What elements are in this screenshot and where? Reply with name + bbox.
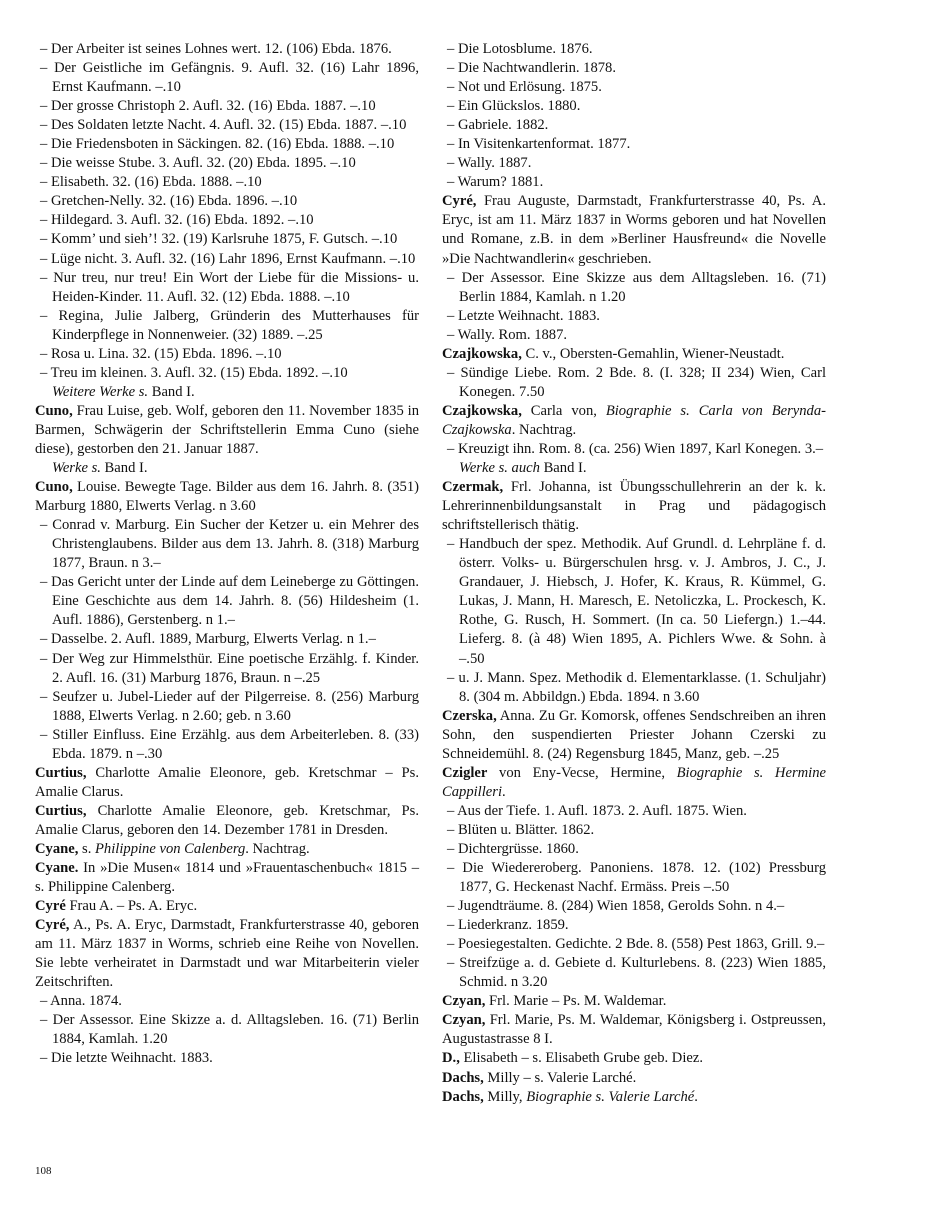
author-details-end: . xyxy=(694,1088,698,1105)
work-entry: – Der Weg zur Himmelsthür. Eine poetische Erzählg. f. Kinder. 2. Aufl. 16. (31) Marburg 1876, Braun. n –.25 xyxy=(40,650,419,686)
author-reference: Biographie s. Valerie Larché xyxy=(526,1088,695,1105)
work-entry: – Regina, Julie Jalberg, Gründerin des Mutterhauses für Kinderpflege in Nonnenweier. (32) 1889. –.25 xyxy=(40,307,419,343)
author-name: Czajkowska, xyxy=(442,345,522,362)
work-entry: – Des Soldaten letzte Nacht. 4. Aufl. 32. (15) Ebda. 1887. –.10 xyxy=(40,117,407,134)
author-details: Charlotte Amalie Eleonore, geb. Kretschmar – Ps. Amalie Clarus. xyxy=(35,764,419,800)
work-entry: – Handbuch der spez. Methodik. Auf Grundl. d. Lehrpläne f. d. österr. Volks- u. Bürgerschulen hrsg. v. J. Ambros, J. C., J. Grandauer, J. Hiebsch, J. Hofer, K. Kraus, R. Kümmel, G. Lukas, J. Mann, H. Maresch, E. Netoliczka, L. Prockesch, K. Rothe, G. Rusch, H. Sommert. (In ca. 50 Liefergn.) 1.–44. Lieferg. 8. (à 48) Wien 1895, A. Pichlers Wwe. & Sohn. à –.50 xyxy=(447,536,826,667)
work-entry: – Das Gericht unter der Linde auf dem Leineberge zu Göttingen. Eine Geschichte aus dem 14. Jahrh. 8. (56) Hildesheim (1. Aufl. 1886), Gerstenberg. n 1.– xyxy=(40,574,419,629)
author-name: Cyane. xyxy=(35,860,79,877)
work-entry: – Treu im kleinen. 3. Aufl. 32. (15) Ebda. 1892. –.10 xyxy=(40,364,348,381)
note-italic-text: Werke s. xyxy=(52,460,101,477)
author-entry xyxy=(442,345,826,364)
author-details-end: . Nachtrag. xyxy=(245,840,310,857)
author-name: Czyan, xyxy=(442,993,486,1010)
work-entry: – Die letzte Weihnacht. 1883. xyxy=(40,1050,213,1067)
author-entry xyxy=(442,707,826,764)
author-name: Cuno, xyxy=(35,479,73,496)
author-details: Frl. Marie – Ps. M. Waldemar. xyxy=(485,993,667,1010)
author-details: Frau Auguste, Darmstadt, Frankfurterstrasse 40, Ps. A. Eryc, ist am 11. März 1837 in Worms geboren und hat Novellen und Romane, z.B. in dem »Berliner Hausfreund« die Novelle »Die Nachtwandlerin« geschrieben. xyxy=(442,193,826,267)
author-name: Cyré xyxy=(35,898,66,915)
author-details: Frl. Johanna, ist Übungsschullehrerin an der k. k. Lehrerinnenbildungsanstalt in Prag und pädagogisch schriftstellerisch thätig. xyxy=(442,479,826,534)
work-entry: – Ein Glückslos. 1880. xyxy=(447,98,581,115)
work-entry: – Dichtergrüsse. 1860. xyxy=(447,840,579,857)
author-name: Cyré, xyxy=(442,193,477,210)
work-entry: – Anna. 1874. xyxy=(40,993,122,1010)
work-entry: – Gretchen-Nelly. 32. (16) Ebda. 1896. –.10 xyxy=(40,193,298,210)
author-entry xyxy=(35,916,419,992)
author-details: A., Ps. A. Eryc, Darmstadt, Frankfurterstrasse 40, geboren am 11. März 1837 in Worms, schrieb eine Reihe von Novellen. Sie lebte verheiratet in Darmstadt und war Mitarbeiterin vieler Zeitschriften. xyxy=(35,917,419,991)
cross-reference-note xyxy=(35,383,419,402)
author-details: Frau Luise, geb. Wolf, geboren den 11. November 1835 in Barmen, Schwägerin der Schriftstellerin Emma Cuno (siehe diese), gestorben den 21. Januar 1887. xyxy=(35,402,419,457)
work-entry: – Die Lotosblume. 1876. xyxy=(447,41,593,57)
left-column xyxy=(35,40,419,1069)
author-entry xyxy=(442,1069,826,1088)
work-entry: – Aus der Tiefe. 1. Aufl. 1873. 2. Aufl. 1875. Wien. xyxy=(447,802,747,819)
work-entry: – Der Geistliche im Gefängnis. 9. Aufl. 32. (16) Lahr 1896, Ernst Kaufmann. –.10 xyxy=(40,60,419,96)
work-entry: – Der Assessor. Eine Skizze aus dem Alltagsleben. 16. (71) Berlin 1884, Kamlah. n 1.20 xyxy=(447,269,826,305)
author-details: C. v., Obersten-Gemahlin, Wiener-Neustadt. xyxy=(521,345,785,362)
work-entry: – Gabriele. 1882. xyxy=(447,117,549,134)
author-entry xyxy=(35,402,419,459)
cross-reference-note xyxy=(35,459,419,478)
work-entry: – Die Wiedereroberg. Panoniens. 1878. 12. (102) Pressburg 1877, G. Heckenast Nachf. Ermäss. Preis –.50 xyxy=(447,860,826,896)
author-entry xyxy=(442,402,826,440)
author-entry xyxy=(35,859,419,897)
work-entry: – Die weisse Stube. 3. Aufl. 32. (20) Ebda. 1895. –.10 xyxy=(40,155,356,172)
author-name: Dachs, xyxy=(442,1088,484,1105)
work-entry: – Wally. 1887. xyxy=(447,155,532,172)
author-details: Anna. Zu Gr. Komorsk, offenes Sendschreiben an ihren Sohn, den suspendierten Priester Johann Czerski zu Schneidemühl. 8. (24) Regensburg 1845, Manz, geb. –.25 xyxy=(442,707,826,762)
note-plain-text: Band I. xyxy=(100,460,148,477)
work-entry: – Sündige Liebe. Rom. 2 Bde. 8. (I. 328; II 234) Wien, Carl Konegen. 7.50 xyxy=(447,364,826,400)
author-name: Czigler xyxy=(442,764,488,781)
work-entry: – Warum? 1881. xyxy=(447,174,544,191)
author-entry xyxy=(442,478,826,535)
author-name: Cuno, xyxy=(35,402,73,419)
work-entry: – Der Arbeiter ist seines Lohnes wert. 12. (106) Ebda. 1876. xyxy=(40,41,392,57)
work-entry: – Elisabeth. 32. (16) Ebda. 1888. –.10 xyxy=(40,174,262,191)
work-entry: – Die Nachtwandlerin. 1878. xyxy=(447,60,616,77)
author-name: Dachs, xyxy=(442,1069,484,1086)
author-name: Curtius, xyxy=(35,802,87,819)
author-reference: Biographie s. Carla von Berynda-Czajkowska xyxy=(442,402,826,438)
work-entry: – In Visitenkartenformat. 1877. xyxy=(447,136,631,153)
author-details: In »Die Musen« 1814 und »Frauentaschenbuch« 1815 – s. Philippine Calenberg. xyxy=(35,860,419,896)
work-entry: – u. J. Mann. Spez. Methodik d. Elementarklasse. (1. Schuljahr) 8. (304 m. Abbildgn.) Ebda. 1894. n 3.60 xyxy=(447,669,826,705)
author-name: Curtius, xyxy=(35,764,87,781)
author-entry xyxy=(35,764,419,802)
author-entry xyxy=(35,840,419,859)
author-name: Cyré, xyxy=(35,917,70,934)
author-name: D., xyxy=(442,1050,460,1067)
work-entry: – Dasselbe. 2. Aufl. 1889, Marburg, Elwerts Verlag. n 1.– xyxy=(40,631,376,648)
author-details: Charlotte Amalie Eleonore, geb. Kretschmar, Ps. Amalie Clarus, geboren den 14. Dezember 1781 in Dresden. xyxy=(35,802,419,838)
author-entry xyxy=(442,992,826,1011)
author-name: Czermak, xyxy=(442,479,504,496)
author-details: Milly, xyxy=(483,1088,527,1105)
author-details: Louise. Bewegte Tage. Bilder aus dem 16. Jahrh. 8. (351) Marburg 1880, Elwerts Verlag. n 3.60 xyxy=(35,479,419,515)
author-name: Czyan, xyxy=(442,1012,486,1029)
work-entry: – Seufzer u. Jubel-Lieder auf der Pilgerreise. 8. (256) Marburg 1888, Elwerts Verlag. n 2.60; geb. n 3.60 xyxy=(40,688,419,724)
work-entry: – Blüten u. Blätter. 1862. xyxy=(447,821,595,838)
work-entry: – Der grosse Christoph 2. Aufl. 32. (16) Ebda. 1887. –.10 xyxy=(40,98,376,115)
author-details: von Eny-Vecse, Hermine, xyxy=(487,764,677,781)
author-details-end: . xyxy=(502,783,506,800)
note-italic-text: Werke s. auch xyxy=(459,460,540,477)
author-name: Czajkowska, xyxy=(442,402,522,419)
author-entry xyxy=(442,764,826,802)
author-details: Frau A. – Ps. A. Eryc. xyxy=(65,898,198,915)
work-entry: – Lüge nicht. 3. Aufl. 32. (16) Lahr 1896, Ernst Kaufmann. –.10 xyxy=(40,250,416,267)
note-plain-text: Band I. xyxy=(148,383,195,400)
work-entry: – Liederkranz. 1859. xyxy=(447,917,569,934)
author-name: Czerska, xyxy=(442,707,497,724)
note-plain-text: Band I. xyxy=(539,460,587,477)
author-details: s. xyxy=(78,840,96,857)
work-entry: – Streifzüge a. d. Gebiete d. Kulturlebens. 8. (223) Wien 1885, Schmid. n 3.20 xyxy=(447,955,826,991)
right-column xyxy=(442,40,826,1107)
author-details: Milly – s. Valerie Larché. xyxy=(483,1069,637,1086)
author-entry xyxy=(442,1088,826,1107)
author-details-end: . Nachtrag. xyxy=(511,421,577,438)
author-entry xyxy=(442,1049,826,1068)
author-entry xyxy=(35,802,419,840)
work-entry: – Poesiegestalten. Gedichte. 2 Bde. 8. (558) Pest 1863, Grill. 9.– xyxy=(447,936,825,953)
work-entry: – Komm’ und sieh’! 32. (19) Karlsruhe 1875, F. Gutsch. –.10 xyxy=(40,231,398,248)
work-entry: – Kreuzigt ihn. Rom. 8. (ca. 256) Wien 1897, Karl Konegen. 3.– xyxy=(447,440,824,457)
work-entry: – Rosa u. Lina. 32. (15) Ebda. 1896. –.10 xyxy=(40,345,282,362)
work-entry: – Wally. Rom. 1887. xyxy=(447,326,568,343)
author-entry xyxy=(35,897,419,916)
author-details: Frl. Marie, Ps. M. Waldemar, Königsberg i. Ostpreussen, Augustastrasse 8 I. xyxy=(442,1012,826,1048)
cross-reference-note xyxy=(442,459,826,478)
work-entry: – Stiller Einfluss. Eine Erzählg. aus dem Arbeiterleben. 8. (33) Ebda. 1879. n –.30 xyxy=(40,726,419,762)
work-entry: – Die Friedensboten in Säckingen. 82. (16) Ebda. 1888. –.10 xyxy=(40,136,395,153)
author-entry xyxy=(35,478,419,516)
work-entry: – Hildegard. 3. Aufl. 32. (16) Ebda. 1892. –.10 xyxy=(40,212,314,229)
author-entry xyxy=(442,1011,826,1049)
author-reference: Biographie s. Hermine Cappilleri xyxy=(442,764,826,800)
author-details: Carla von, xyxy=(521,402,606,419)
author-details: Elisabeth – s. Elisabeth Grube geb. Diez. xyxy=(459,1050,704,1067)
work-entry: – Der Assessor. Eine Skizze a. d. Alltagsleben. 16. (71) Berlin 1884, Kamlah. 1.20 xyxy=(40,1012,419,1048)
work-entry: – Not und Erlösung. 1875. xyxy=(447,79,602,96)
work-entry: – Jugendträume. 8. (284) Wien 1858, Gerolds Sohn. n 4.– xyxy=(447,898,785,915)
author-name: Cyane, xyxy=(35,840,79,857)
work-entry: – Conrad v. Marburg. Ein Sucher der Ketzer u. ein Mehrer des Christenglaubens. Bilder aus dem 13. Jahrh. 8. (318) Marburg 1877, Braun. n 3.– xyxy=(40,517,419,572)
author-reference: Philippine von Calenberg xyxy=(95,840,246,857)
author-entry xyxy=(442,192,826,268)
work-entry: – Nur treu, nur treu! Ein Wort der Liebe für die Missions- u. Heiden-Kinder. 11. Aufl. 32. (12) Ebda. 1888. –.10 xyxy=(40,269,419,305)
work-entry: – Letzte Weihnacht. 1883. xyxy=(447,307,600,324)
note-italic-text: Weitere Werke s. xyxy=(52,383,149,400)
page-number: 108 xyxy=(35,1165,52,1177)
